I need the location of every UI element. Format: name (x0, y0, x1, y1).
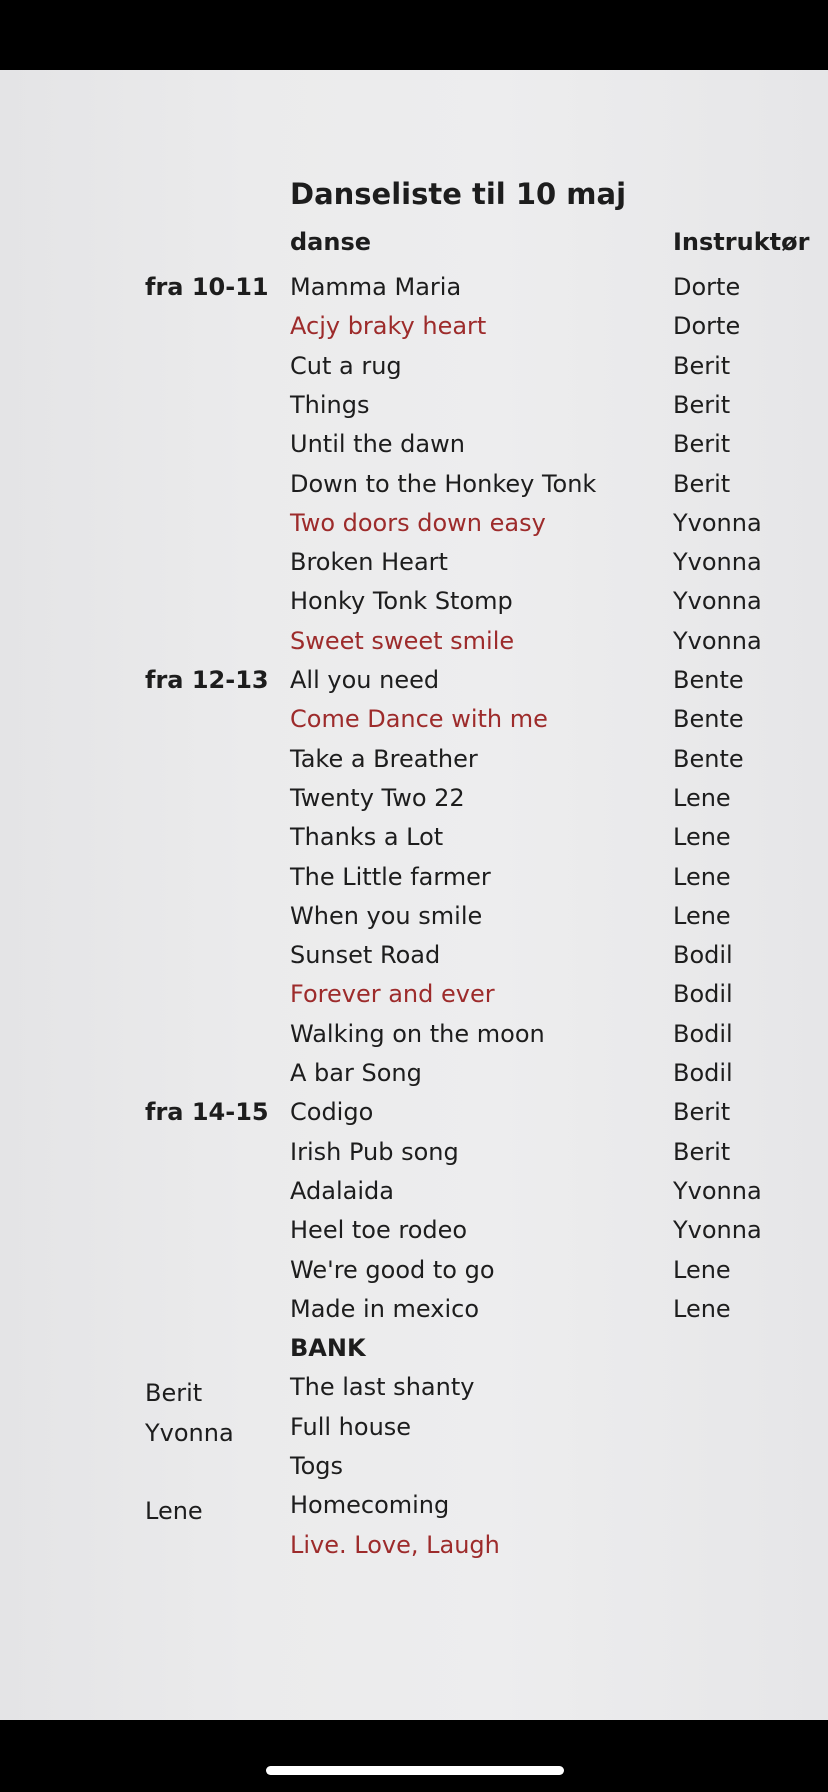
dance-row (0, 739, 828, 779)
instructor-name: Lene (673, 823, 731, 852)
dance-name: When you smile (290, 901, 483, 930)
bank-dance-name: Togs (290, 1452, 344, 1480)
instructor-name: Bente (673, 744, 744, 773)
column-header-dance: danse (290, 228, 372, 256)
instructor-name: Lene (673, 862, 731, 891)
dance-name: Twenty Two 22 (290, 783, 465, 812)
dance-row (0, 1132, 828, 1172)
dance-row (0, 660, 828, 700)
paper-sheet (0, 70, 828, 1720)
dance-name: Sweet sweet smile (290, 626, 515, 655)
dance-row (0, 424, 828, 464)
dance-row (0, 1053, 828, 1093)
bank-dance-name: Full house (290, 1412, 412, 1441)
dance-row (0, 581, 828, 621)
dance-name: Until the dawn (290, 430, 465, 459)
bank-row (0, 1446, 828, 1486)
dance-name: Thanks a Lot (290, 823, 444, 852)
instructor-name: Bodil (673, 1059, 733, 1087)
instructor-name: Yvonna (673, 587, 762, 616)
dance-row (0, 1289, 828, 1329)
instructor-name: Bente (673, 666, 744, 694)
instructor-name: Berit (673, 390, 731, 419)
bank-header-row (0, 1328, 828, 1368)
dance-name: Mamma Maria (290, 273, 462, 301)
bank-person-name: Yvonna (145, 1418, 234, 1447)
time-slot-label: fra 12-13 (145, 666, 269, 694)
bank-heading: BANK (290, 1334, 366, 1363)
page-title: Danseliste til 10 maj (290, 177, 627, 211)
dance-row (0, 699, 828, 739)
instructor-name: Berit (673, 1137, 731, 1166)
instructor-name: Bodil (673, 941, 733, 970)
dance-name: Two doors down easy (290, 508, 546, 537)
dance-name: Down to the Honkey Tonk (290, 469, 597, 498)
dance-list-document (0, 70, 828, 1720)
dance-row (0, 1092, 828, 1132)
dance-name: The Little farmer (290, 862, 491, 891)
instructor-name: Yvonna (673, 1176, 762, 1205)
dance-name: Acjy braky heart (290, 312, 487, 341)
instructor-name: Yvonna (673, 626, 762, 655)
home-indicator[interactable] (266, 1766, 564, 1775)
instructor-name: Lene (673, 901, 731, 930)
dance-name: Adalaida (290, 1176, 394, 1205)
dance-row (0, 896, 828, 936)
instructor-name: Bodil (673, 1019, 733, 1048)
dance-row (0, 1210, 828, 1250)
time-slot-label: fra 14-15 (145, 1098, 269, 1127)
column-header-instructor: Instruktør (673, 228, 810, 256)
instructor-name: Dorte (673, 273, 741, 301)
time-slot-label: fra 10-11 (145, 273, 269, 301)
dance-name: Things (290, 390, 370, 419)
instructor-name: Lene (673, 1294, 731, 1323)
bank-dance-name: Homecoming (290, 1491, 450, 1520)
dance-row (0, 778, 828, 818)
bank-dance-name: The last shanty (290, 1373, 475, 1402)
dance-name: Codigo (290, 1098, 374, 1127)
instructor-name: Lene (673, 1255, 731, 1284)
instructor-name: Yvonna (673, 548, 762, 577)
dance-row (0, 503, 828, 543)
bank-person-name: Berit (145, 1379, 203, 1408)
dance-name: A bar Song (290, 1059, 422, 1087)
dance-name: Forever and ever (290, 980, 495, 1009)
dance-row (0, 935, 828, 975)
instructor-name: Yvonna (673, 508, 762, 537)
dance-row (0, 857, 828, 897)
dance-row (0, 542, 828, 582)
dance-name: Cut a rug (290, 351, 402, 380)
dance-name: Come Dance with me (290, 705, 548, 734)
instructor-name: Bodil (673, 980, 733, 1009)
instructor-name: Berit (673, 469, 731, 498)
dance-name: Broken Heart (290, 548, 448, 577)
dance-name: Heel toe rodeo (290, 1216, 468, 1245)
dance-row (0, 974, 828, 1014)
instructor-name: Lene (673, 783, 731, 812)
dance-name: Made in mexico (290, 1294, 480, 1323)
dance-name: Irish Pub song (290, 1137, 459, 1166)
bank-row (0, 1367, 828, 1407)
dance-name: Take a Breather (290, 744, 478, 773)
bank-dance-name: Live. Love, Laugh (290, 1530, 500, 1559)
dance-row (0, 817, 828, 857)
dance-name: All you need (290, 666, 440, 694)
instructor-name: Bente (673, 705, 744, 734)
instructor-name: Berit (673, 1098, 731, 1127)
dance-row (0, 267, 828, 307)
dance-name: Sunset Road (290, 941, 441, 970)
instructor-name: Berit (673, 430, 731, 459)
bank-row (0, 1525, 828, 1565)
instructor-name: Dorte (673, 312, 741, 341)
dance-row (0, 306, 828, 346)
dance-name: Walking on the moon (290, 1019, 545, 1048)
dance-name: We're good to go (290, 1255, 495, 1284)
bank-person-name: Lene (145, 1497, 203, 1526)
dance-row (0, 1171, 828, 1211)
dance-row (0, 1014, 828, 1054)
dance-name: Honky Tonk Stomp (290, 587, 513, 616)
dance-row (0, 385, 828, 425)
dance-row (0, 621, 828, 661)
instructor-name: Yvonna (673, 1216, 762, 1245)
bank-row (0, 1485, 828, 1525)
dance-row (0, 1250, 828, 1290)
instructor-name: Berit (673, 351, 731, 380)
dance-row (0, 346, 828, 386)
bank-row (0, 1407, 828, 1447)
dance-row (0, 464, 828, 504)
